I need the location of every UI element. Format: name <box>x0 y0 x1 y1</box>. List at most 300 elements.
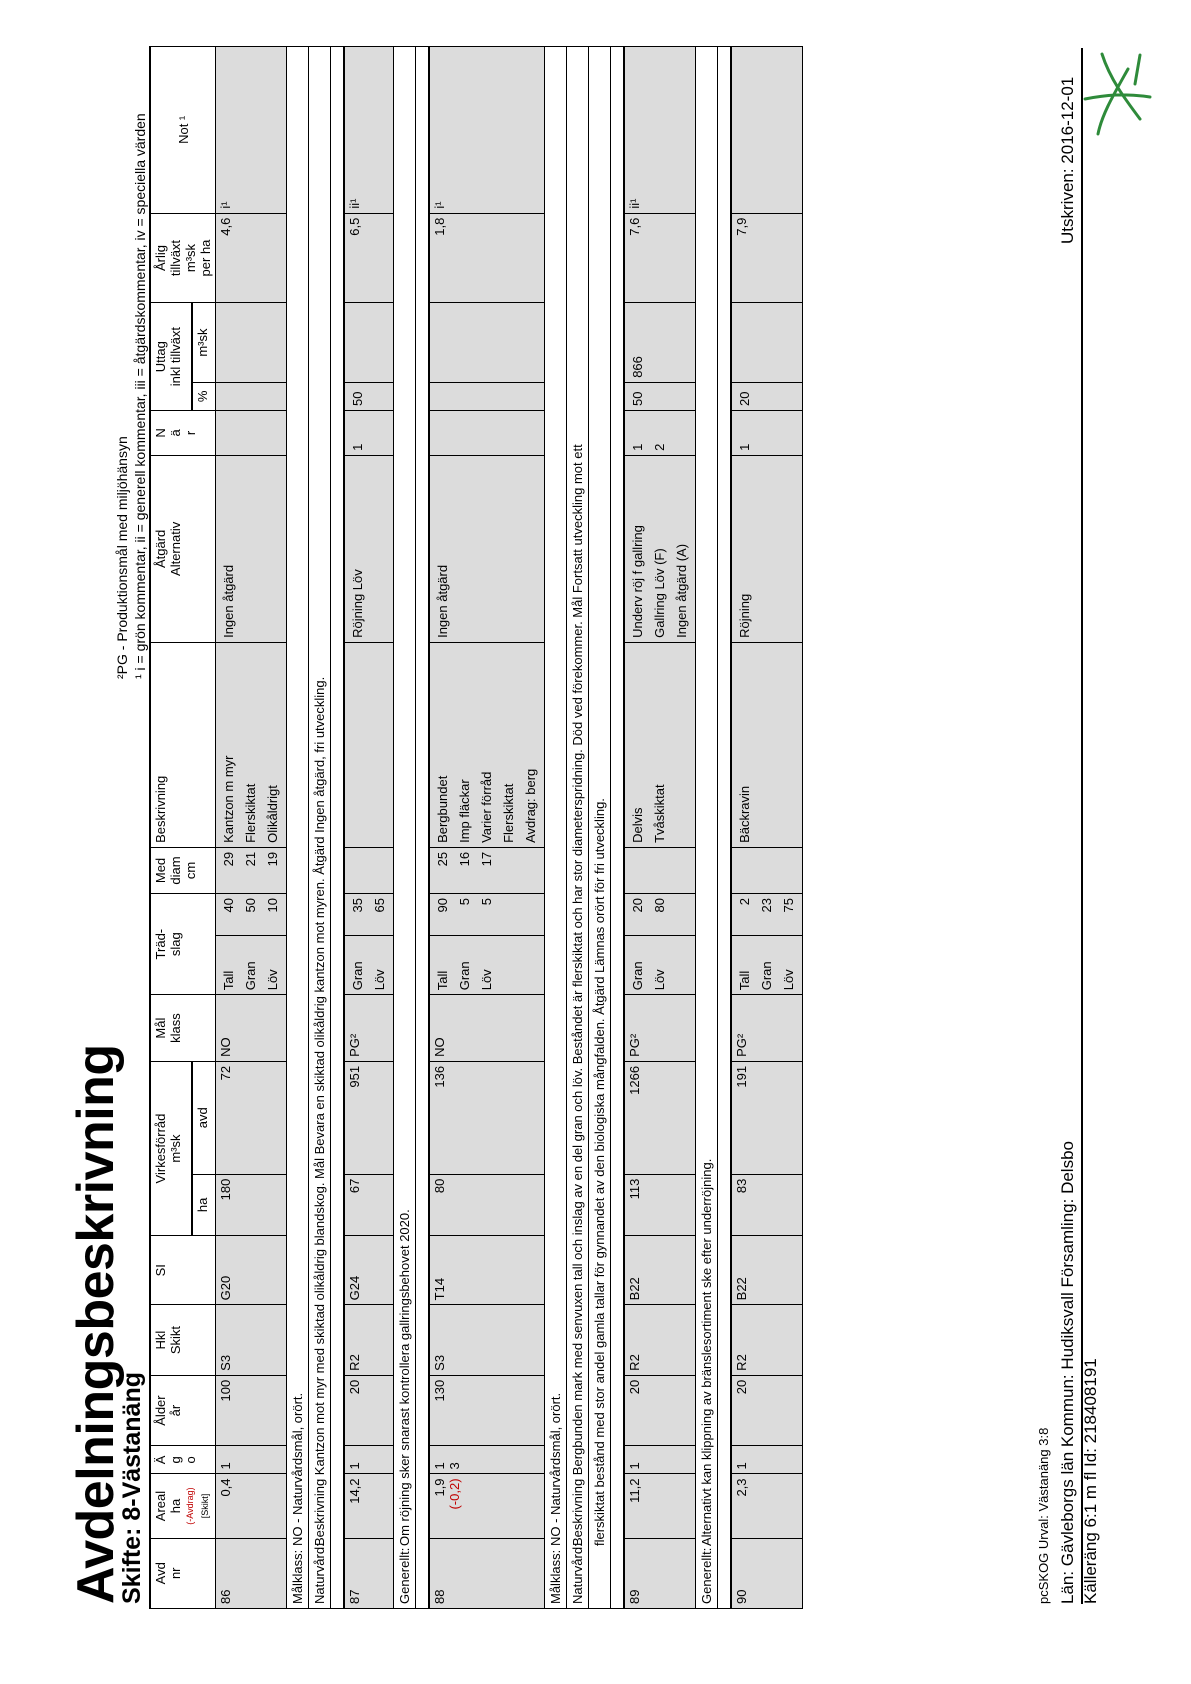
cell-virke-avd <box>429 1061 545 1174</box>
col-virke-ha-line: ha <box>194 1197 210 1213</box>
col-nar-line: r <box>183 430 198 436</box>
col-malklass-line: Mål <box>153 1017 168 1039</box>
cell-tillvaxt-value: 7,9 <box>734 217 749 236</box>
col-hkl <box>150 1305 216 1375</box>
col-agoslag-line: Ä <box>153 1455 168 1465</box>
cell-avd <box>429 1538 545 1608</box>
cell-nar <box>429 410 545 455</box>
meddiam-value: 19 <box>265 851 280 867</box>
cell-alder <box>731 1375 803 1445</box>
col-areal-skikt: [Skikt] <box>200 1493 210 1519</box>
col-agoslag-line: g <box>168 1456 183 1464</box>
col-virke-line: m³sk <box>168 1134 183 1163</box>
cell-tradslag-pct <box>344 894 394 936</box>
cell-hkl <box>344 1305 394 1375</box>
cell-ago <box>731 1446 803 1474</box>
col-virke-avd-line: avd <box>194 1107 210 1129</box>
note-cell <box>394 47 416 1609</box>
tradslag-pct: 80 <box>652 898 667 913</box>
cell-tillvaxt-value: 6,5 <box>347 217 362 236</box>
cell-malklass-value: PG² <box>347 1033 362 1057</box>
cell-si <box>731 1236 803 1305</box>
col-not-line: Not ¹ <box>175 115 191 144</box>
col-atgard-line: Alternativ <box>168 521 183 576</box>
cell-meddiam <box>624 847 696 893</box>
cell-tillvaxt <box>429 213 545 303</box>
note-text: Om röjning sker snarast kontrollera gallringsbehovet 2020. <box>397 1209 412 1546</box>
col-uttag-pct-line: % <box>194 390 210 403</box>
col-meddiam-line: diam <box>168 856 183 885</box>
col-areal-avdrag: (-Avdrag) <box>185 1487 195 1525</box>
col-areal-line: Areal <box>153 1490 168 1522</box>
cell-atgard <box>429 455 545 642</box>
cell-alder-value: 20 <box>347 1379 362 1395</box>
spacer-cell <box>611 47 625 1609</box>
meddiam-value <box>649 852 671 889</box>
cell-virke-ha <box>624 1174 696 1236</box>
tradslag-pct: 50 <box>243 898 258 913</box>
cell-areal <box>624 1474 696 1538</box>
col-alder <box>150 1375 216 1445</box>
cell-nar <box>624 410 696 455</box>
cell-areal-value: 11,2 <box>627 1478 642 1503</box>
col-uttag-m3 <box>192 303 216 382</box>
meddiam-value <box>498 852 520 889</box>
note-cell <box>309 47 331 1609</box>
cell-si-value: T14 <box>432 1277 447 1301</box>
cell-malklass <box>216 995 287 1062</box>
beskrivning-line: Delvis <box>630 807 645 843</box>
tradslag-pct: 20 <box>630 898 645 913</box>
cell-atgard <box>731 455 803 642</box>
cell-virke-ha-value: 113 <box>627 1178 642 1200</box>
beskrivning-line <box>778 647 800 843</box>
cell-virke-ha-value: 67 <box>347 1178 362 1194</box>
col-hkl-line: Hkl <box>153 1330 168 1350</box>
cell-virke-ha-value: 180 <box>218 1178 233 1201</box>
cell-ago-line: 3 <box>447 1462 462 1470</box>
col-tradslag-line: Träd- <box>153 928 168 960</box>
note-label: Målklass: <box>548 1549 563 1604</box>
cell-uttag-pct <box>624 382 696 410</box>
tradslag-pct: 65 <box>372 898 387 913</box>
col-tillvaxt-line: per ha <box>198 239 213 277</box>
col-uttag-pct <box>192 382 216 410</box>
col-meddiam <box>150 847 216 893</box>
col-tradslag-line: slag <box>168 932 183 957</box>
cell-ago <box>624 1446 696 1474</box>
tradslag-pct: 40 <box>221 898 236 913</box>
cell-meddiam <box>216 847 287 893</box>
cell-avd <box>624 1538 696 1608</box>
col-tradslag <box>150 894 216 995</box>
cell-tradslag-name <box>216 936 287 995</box>
cell-avd <box>344 1538 394 1608</box>
cell-uttag-pct <box>344 382 394 410</box>
nar-line: 1 <box>737 443 752 451</box>
beskrivning-line: Bäckravin <box>737 785 752 843</box>
cell-meddiam <box>344 847 394 893</box>
cell-tradslag-pct <box>624 894 696 936</box>
cell-meddiam <box>731 847 803 893</box>
cell-not-value: ii¹ <box>347 198 362 209</box>
cell-hkl-value: S3 <box>432 1354 447 1371</box>
note-cell <box>545 47 567 1609</box>
nar-line: 1 <box>350 443 365 451</box>
cell-tillvaxt <box>731 213 803 303</box>
nar-line: 2 <box>652 443 667 451</box>
cell-hkl <box>216 1305 287 1375</box>
cell-not <box>731 47 803 214</box>
row-spacer <box>331 47 345 1609</box>
cell-virke-ha <box>731 1174 803 1236</box>
col-meddiam-line: cm <box>183 861 198 880</box>
cell-uttag-pct <box>216 382 287 410</box>
row-spacer <box>416 47 430 1609</box>
page-subtitle: Skifte: 8-Västanäng <box>118 1371 146 1604</box>
note-text: Beskrivning Bergbunden mark med senvuxen tall och inslag av en del gran och löv. Beståndet är flerskiktat och har stor diameterspridning. Död ved förekommer. Mål Fortsatt utveckling mot ett <box>570 444 585 1546</box>
pg-note: ²PG - Produktionsmål med miljöhänsyn <box>114 436 130 679</box>
note-label: Naturvård: <box>312 1543 327 1604</box>
cell-si <box>344 1236 394 1305</box>
col-uttag-line: Uttag <box>153 341 168 373</box>
cell-nar <box>344 410 394 455</box>
cell-virke-ha <box>344 1174 394 1236</box>
tradslag-pct: 90 <box>435 898 450 913</box>
beskrivning-line: Kantzon m myr <box>221 755 236 843</box>
note-row <box>287 47 309 1609</box>
tradslag-name: Gran <box>457 961 472 991</box>
cell-malklass-value: PG² <box>627 1033 642 1057</box>
uttag-pct-value: 20 <box>737 391 752 406</box>
tradslag-name: Gran <box>759 961 774 991</box>
atgard-line: Ingen åtgärd <box>435 564 450 638</box>
tradslag-name: Löv <box>781 969 796 991</box>
cell-tradslag-name <box>731 936 803 995</box>
col-nar <box>150 410 216 455</box>
cell-malklass-value: NO <box>218 1037 233 1057</box>
cell-nar <box>731 410 803 455</box>
cell-tillvaxt-value: 1,8 <box>432 217 447 236</box>
col-beskrivning <box>150 642 216 847</box>
col-tillvaxt <box>150 213 216 303</box>
cell-areal-value: 2,3 <box>734 1478 749 1497</box>
cell-si-value: B22 <box>627 1277 642 1301</box>
col-uttag-line: inkl tillväxt <box>168 327 183 387</box>
cell-nar <box>216 410 287 455</box>
stand-row <box>624 47 696 1609</box>
cell-meddiam <box>429 847 545 893</box>
beskrivning-line: Olikåldrigt <box>265 785 280 843</box>
col-virke-ha <box>192 1174 216 1236</box>
tradslag-name: Tall <box>737 970 752 991</box>
cell-not <box>216 47 287 214</box>
tradslag-pct: 2 <box>737 898 752 906</box>
row-spacer <box>718 47 732 1609</box>
cell-malklass <box>731 995 803 1062</box>
meddiam-value: 29 <box>221 851 236 867</box>
col-tillvaxt-line: m³sk <box>183 243 198 273</box>
note-row <box>589 47 611 1609</box>
note-label: Generellt: <box>397 1547 412 1604</box>
col-beskrivning-line: Beskrivning <box>153 775 168 843</box>
atgard-line: Gallring Löv (F) <box>652 548 667 638</box>
col-alder-line: år <box>168 1404 183 1417</box>
meddiam-value: 16 <box>457 851 472 867</box>
cell-ago <box>216 1446 287 1474</box>
cell-areal <box>429 1474 545 1538</box>
stand-row <box>731 47 803 1609</box>
comment-legend: ¹ i = grön kommentar, ii = generell kommentar, iii = åtgärdskommentar, iv = speciella värden <box>132 113 148 679</box>
cell-uttag-pct <box>429 382 545 410</box>
cell-virke-ha-value: 80 <box>432 1178 447 1194</box>
meddiam-value <box>627 852 649 889</box>
note-row <box>309 47 331 1609</box>
note-row <box>545 47 567 1609</box>
note-label: Naturvård: <box>570 1543 585 1604</box>
cell-tillvaxt <box>344 213 394 303</box>
meddiam-value <box>369 852 391 889</box>
col-uttag-m3-line: m³sk <box>194 328 210 357</box>
tradslag-name: Löv <box>265 969 280 991</box>
col-atgard-line: Åtgärd <box>153 529 168 569</box>
cell-atgard <box>624 455 696 642</box>
cell-beskrivning <box>344 642 394 847</box>
cell-uttag-m3 <box>344 303 394 382</box>
cell-alder-value: 130 <box>432 1379 447 1402</box>
beskrivning-line <box>369 647 391 843</box>
cell-alder-value: 100 <box>218 1379 233 1402</box>
cell-not-value: i¹ <box>218 201 233 209</box>
cell-alder-value: 20 <box>734 1379 749 1395</box>
cell-uttag-m3 <box>624 303 696 382</box>
cell-virke-avd-value: 72 <box>218 1065 233 1081</box>
col-areal-line: ha <box>168 1498 183 1514</box>
beskrivning-line: Flerskiktat <box>501 783 516 843</box>
col-si-line: SI <box>153 1264 168 1277</box>
cell-areal-value: 0,4 <box>218 1478 233 1497</box>
footer-location: Län: Gävleborgs län Kommun: Hudiksvall Församling: Delsbo <box>1058 1141 1077 1604</box>
col-alder-line: Ålder <box>153 1395 168 1426</box>
cell-si <box>216 1236 287 1305</box>
note-label: Målklass: <box>290 1549 305 1604</box>
cell-uttag-pct <box>731 382 803 410</box>
cell-not-value: i¹ <box>432 201 447 209</box>
stand-row <box>216 47 287 1609</box>
cell-tradslag-pct <box>731 894 803 936</box>
footer-urval: pcSKOG Urval: Västanäng 3:8 <box>1036 1427 1051 1604</box>
cell-tillvaxt <box>216 213 287 303</box>
cell-not-value: ii¹ <box>627 198 642 209</box>
meddiam-value <box>756 852 778 889</box>
note-text: NO - Naturvårdsmål, orört. <box>548 1392 563 1546</box>
note-text: flerskiktat bestånd med stor andel gamla tallar för gynnandet av den biologiska mångfalden. Åtgärd Lämnas orört för fri utveckling. <box>592 798 607 1546</box>
note-cell <box>589 47 611 1609</box>
uttag-pct-value: 50 <box>630 391 645 406</box>
cell-areal-avdrag: (-0,2) <box>447 1478 462 1510</box>
cell-alder <box>344 1375 394 1445</box>
tradslag-name: Löv <box>652 969 667 991</box>
cell-ago-line: 1 <box>347 1462 362 1470</box>
col-not <box>150 47 216 214</box>
cell-virke-avd-value: 951 <box>347 1065 362 1088</box>
note-row <box>394 47 416 1609</box>
beskrivning-line: Bergbundet <box>435 775 450 843</box>
cell-hkl <box>429 1305 545 1375</box>
cell-si-value: G20 <box>218 1275 233 1301</box>
cell-areal <box>216 1474 287 1538</box>
atgard-line: Röjning Löv <box>350 569 365 638</box>
stand-row <box>344 47 394 1609</box>
cell-avd-value: 87 <box>347 1589 362 1604</box>
cell-malklass <box>344 995 394 1062</box>
cell-atgard <box>344 455 394 642</box>
cell-virke-avd <box>731 1061 803 1174</box>
cell-areal-value: 1,9 <box>432 1478 447 1497</box>
cell-ago-line: 1 <box>734 1462 749 1470</box>
beskrivning-line <box>756 647 778 843</box>
cell-beskrivning <box>731 642 803 847</box>
cell-not <box>344 47 394 214</box>
tradslag-name: Gran <box>350 961 365 991</box>
cell-avd-value: 86 <box>218 1589 233 1604</box>
cell-virke-ha <box>216 1174 287 1236</box>
col-nar-line: ä <box>168 429 183 437</box>
cell-malklass-value: PG² <box>734 1033 749 1057</box>
col-malklass-line: klass <box>168 1013 183 1043</box>
uttag-pct-value: 50 <box>350 391 365 406</box>
cell-si-value: B22 <box>734 1277 749 1301</box>
col-virke-avd <box>192 1061 216 1174</box>
cell-tillvaxt-value: 4,6 <box>218 217 233 236</box>
cell-not <box>624 47 696 214</box>
cell-virke-ha <box>429 1174 545 1236</box>
col-virke <box>150 1061 192 1235</box>
page-title: Avdelningsbeskrivning <box>67 1044 125 1604</box>
cell-avd-value: 88 <box>432 1589 447 1604</box>
cell-alder <box>216 1375 287 1445</box>
cell-areal <box>731 1474 803 1538</box>
cell-virke-ha-value: 83 <box>734 1178 749 1194</box>
meddiam-value: 25 <box>435 851 450 867</box>
cell-virke-avd-value: 191 <box>734 1065 749 1088</box>
cell-ago-line: 1 <box>432 1462 447 1470</box>
atgard-line: Ingen åtgärd <box>221 564 236 638</box>
beskrivning-line <box>347 647 369 843</box>
col-nar-line: N <box>153 428 168 438</box>
tradslag-pct: 35 <box>350 898 365 913</box>
note-cell <box>287 47 309 1609</box>
cell-tradslag-name <box>624 936 696 995</box>
tradslag-pct: 5 <box>457 898 472 906</box>
cell-areal <box>344 1474 394 1538</box>
stand-table <box>149 46 803 1609</box>
tradslag-pct: 75 <box>781 898 796 913</box>
cell-si <box>429 1236 545 1305</box>
meddiam-value: 17 <box>479 851 494 867</box>
cell-atgard <box>216 455 287 642</box>
cell-tradslag-name <box>429 936 545 995</box>
note-text: Alternativt kan klippning av bränslesortiment ske efter underröjning. <box>699 1158 714 1546</box>
cell-virke-avd <box>344 1061 394 1174</box>
beskrivning-line: Varier förråd <box>479 771 494 843</box>
tradslag-pct: 23 <box>759 898 774 913</box>
atgard-line: Röjning <box>737 593 752 638</box>
spacer-cell <box>718 47 732 1609</box>
col-uttag <box>150 303 192 411</box>
cell-hkl <box>731 1305 803 1375</box>
cell-hkl-value: R2 <box>347 1354 362 1371</box>
note-row <box>567 47 589 1609</box>
beskrivning-line: Tvåskiktat <box>652 784 667 843</box>
footer-fastighet: Källeräng 6:1 m fl Id: 218408191 <box>1081 1358 1100 1604</box>
col-atgard <box>150 455 216 642</box>
col-tillvaxt-line: tillväxt <box>168 239 183 277</box>
cell-hkl-value: R2 <box>627 1354 642 1371</box>
meddiam-value: 21 <box>243 851 258 867</box>
note-label: Generellt: <box>699 1547 714 1604</box>
cell-tradslag-pct <box>216 894 287 936</box>
tradslag-name: Löv <box>479 969 494 991</box>
cell-tradslag-name <box>344 936 394 995</box>
cell-malklass <box>429 995 545 1062</box>
cell-alder <box>624 1375 696 1445</box>
cell-alder-value: 20 <box>627 1379 642 1395</box>
cell-beskrivning <box>216 642 287 847</box>
note-row <box>696 47 718 1609</box>
cell-areal-value: 14,2 <box>347 1478 362 1504</box>
col-agoslag-line: o <box>183 1456 198 1464</box>
cell-uttag-m3 <box>429 303 545 382</box>
col-si <box>150 1236 216 1305</box>
table-body <box>216 47 803 1609</box>
cell-hkl-value: R2 <box>734 1354 749 1371</box>
col-virke-line: Virkesförråd <box>153 1113 168 1184</box>
cell-virke-avd-value: 1266 <box>627 1065 642 1095</box>
cell-avd-value: 90 <box>734 1589 749 1604</box>
cell-tillvaxt <box>624 213 696 303</box>
beskrivning-line: Avdrag: berg <box>523 768 538 843</box>
cell-virke-avd-value: 136 <box>432 1065 447 1088</box>
spacer-cell <box>416 47 430 1609</box>
cell-not <box>429 47 545 214</box>
cell-avd-value: 89 <box>627 1589 642 1604</box>
meddiam-value <box>778 852 800 889</box>
col-hkl-line: Skikt <box>168 1326 183 1355</box>
stand-row <box>429 47 545 1609</box>
col-meddiam-line: Med <box>153 857 168 884</box>
col-avd-line: nr <box>168 1567 183 1580</box>
note-text: Beskrivning Kantzon mot myr med skiktad olikåldrig blandskog. Mål Bevara en skiktad olikåldrig kantzon mot myren. Åtgärd Ingen åtgärd, fri utveckling. <box>312 676 327 1546</box>
cell-malklass-value: NO <box>432 1037 447 1057</box>
tradslag-name: Gran <box>630 961 645 991</box>
table-header <box>150 47 216 1609</box>
cell-virke-avd <box>216 1061 287 1174</box>
meddiam-value <box>734 852 756 889</box>
meddiam-value <box>520 852 542 889</box>
cell-tillvaxt-value: 7,6 <box>627 217 642 236</box>
nar-line: 1 <box>630 443 645 451</box>
col-agoslag <box>150 1446 216 1474</box>
uttag-m3-value: 866 <box>630 356 645 378</box>
cell-malklass <box>624 995 696 1062</box>
cell-ago <box>344 1446 394 1474</box>
col-areal <box>150 1474 216 1538</box>
tradslag-name: Gran <box>243 961 258 991</box>
logo-icon <box>1080 49 1155 139</box>
cell-hkl <box>624 1305 696 1375</box>
note-text: NO - Naturvårdsmål, orört. <box>290 1392 305 1546</box>
